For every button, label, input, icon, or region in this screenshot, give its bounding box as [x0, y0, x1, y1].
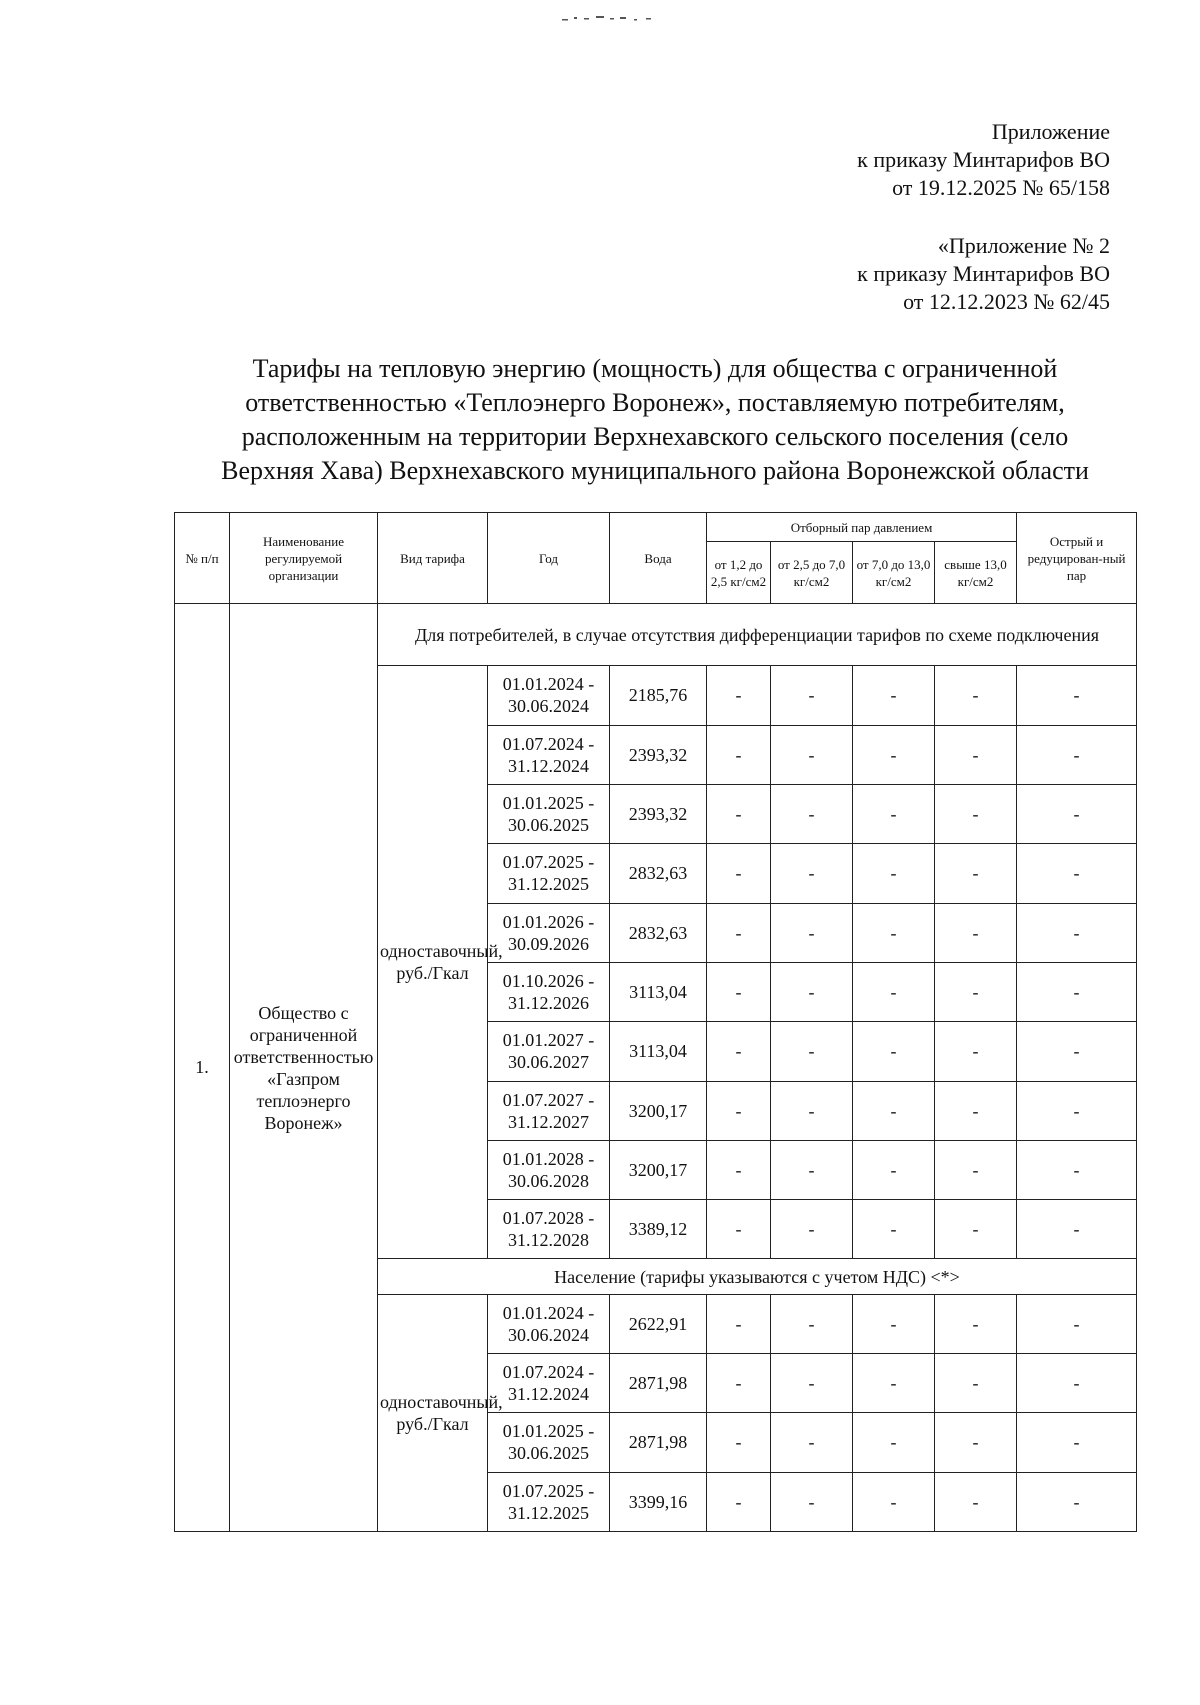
period-cell: 01.01.2025 - 30.06.2025 — [488, 784, 610, 843]
pressure-4-value: - — [935, 1413, 1017, 1472]
header-num: № п/п — [175, 513, 230, 604]
pressure-2-value: - — [771, 903, 853, 962]
pressure-4-value: - — [935, 1022, 1017, 1081]
pressure-2-value: - — [771, 844, 853, 903]
pressure-3-value: - — [853, 1140, 935, 1199]
pressure-4-value: - — [935, 962, 1017, 1021]
pressure-2-value: - — [771, 962, 853, 1021]
water-value: 3113,04 — [610, 962, 707, 1021]
water-value: 2393,32 — [610, 725, 707, 784]
period-cell: 01.01.2024 - 30.06.2024 — [488, 666, 610, 725]
pressure-3-value: - — [853, 1200, 935, 1259]
sharp-steam-value: - — [1017, 725, 1137, 784]
pressure-3-value: - — [853, 1081, 935, 1140]
pressure-2-value: - — [771, 1081, 853, 1140]
row-number: 1. — [175, 604, 230, 1532]
pressure-3-value: - — [853, 1353, 935, 1412]
pressure-2-value: - — [771, 1022, 853, 1081]
period-cell: 01.07.2025 - 31.12.2025 — [488, 1472, 610, 1531]
pressure-4-value: - — [935, 784, 1017, 843]
pressure-1-value: - — [707, 1353, 771, 1412]
period-cell: 01.07.2025 - 31.12.2025 — [488, 844, 610, 903]
pressure-4-value: - — [935, 1294, 1017, 1353]
water-value: 2185,76 — [610, 666, 707, 725]
period-cell: 01.07.2024 - 31.12.2024 — [488, 725, 610, 784]
pressure-3-value: - — [853, 1294, 935, 1353]
pressure-4-value: - — [935, 903, 1017, 962]
pressure-3-value: - — [853, 1413, 935, 1472]
title-line-1: Тарифы на тепловую энергию (мощность) для общества с ограниченной — [252, 354, 1058, 383]
pressure-4-value: - — [935, 1472, 1017, 1531]
water-value: 2871,98 — [610, 1413, 707, 1472]
pressure-1-value: - — [707, 784, 771, 843]
original-line-3: от 12.12.2023 № 62/45 — [903, 289, 1110, 314]
header-pressure-4: свыше 13,0 кг/см2 — [935, 542, 1017, 604]
sharp-steam-value: - — [1017, 903, 1137, 962]
sharp-steam-value: - — [1017, 784, 1137, 843]
period-cell: 01.07.2024 - 31.12.2024 — [488, 1353, 610, 1412]
pressure-1-value: - — [707, 1294, 771, 1353]
pressure-1-value: - — [707, 1413, 771, 1472]
pressure-4-value: - — [935, 844, 1017, 903]
pressure-1-value: - — [707, 1081, 771, 1140]
approval-appendix-header — [857, 118, 1110, 202]
pressure-3-value: - — [853, 666, 935, 725]
pressure-4-value: - — [935, 1081, 1017, 1140]
pressure-1-value: - — [707, 1022, 771, 1081]
period-cell: 01.01.2025 - 30.06.2025 — [488, 1413, 610, 1472]
organization-name: Общество с ограниченной ответственностью «Газпром теплоэнерго Воронеж» — [230, 604, 378, 1532]
section-1-tariff-type: одноставочный, руб./Гкал — [378, 666, 488, 1259]
period-cell: 01.01.2028 - 30.06.2028 — [488, 1140, 610, 1199]
sharp-steam-value: - — [1017, 962, 1137, 1021]
water-value: 3113,04 — [610, 1022, 707, 1081]
water-value: 2393,32 — [610, 784, 707, 843]
title-line-2: ответственностью «Теплоэнерго Воронеж», поставляемую потребителям, — [245, 388, 1065, 417]
water-value: 3200,17 — [610, 1081, 707, 1140]
pressure-2-value: - — [771, 1353, 853, 1412]
pressure-1-value: - — [707, 844, 771, 903]
sharp-steam-value: - — [1017, 1353, 1137, 1412]
approval-line-3: от 19.12.2025 № 65/158 — [892, 175, 1110, 200]
period-cell: 01.07.2028 - 31.12.2028 — [488, 1200, 610, 1259]
approval-line-2: к приказу Минтарифов ВО — [857, 147, 1110, 172]
original-appendix-header — [857, 232, 1110, 316]
period-cell: 01.01.2024 - 30.06.2024 — [488, 1294, 610, 1353]
pressure-4-value: - — [935, 1353, 1017, 1412]
sharp-steam-value: - — [1017, 1413, 1137, 1472]
pressure-4-value: - — [935, 725, 1017, 784]
sharp-steam-value: - — [1017, 1022, 1137, 1081]
water-value: 3200,17 — [610, 1140, 707, 1199]
period-cell: 01.10.2026 - 31.12.2026 — [488, 962, 610, 1021]
sharp-steam-value: - — [1017, 1200, 1137, 1259]
pressure-2-value: - — [771, 784, 853, 843]
scan-noise-mark — [560, 14, 670, 24]
pressure-3-value: - — [853, 725, 935, 784]
title-line-4: Верхняя Хава) Верхнехавского муниципального района Воронежской области — [221, 456, 1089, 485]
sharp-steam-value: - — [1017, 1294, 1137, 1353]
water-value: 2832,63 — [610, 903, 707, 962]
header-steam-group: Отборный пар давлением — [707, 513, 1017, 542]
sharp-steam-value: - — [1017, 1081, 1137, 1140]
header-year: Год — [488, 513, 610, 604]
pressure-3-value: - — [853, 844, 935, 903]
pressure-4-value: - — [935, 1200, 1017, 1259]
header-tariff-type: Вид тарифа — [378, 513, 488, 604]
sharp-steam-value: - — [1017, 1472, 1137, 1531]
header-sharp-steam: Острый и редуцирован-ный пар — [1017, 513, 1137, 604]
pressure-4-value: - — [935, 666, 1017, 725]
pressure-2-value: - — [771, 1140, 853, 1199]
period-cell: 01.01.2026 - 30.09.2026 — [488, 903, 610, 962]
header-organization: Наименование регулируемой организации — [230, 513, 378, 604]
period-cell: 01.07.2027 - 31.12.2027 — [488, 1081, 610, 1140]
pressure-1-value: - — [707, 903, 771, 962]
pressure-1-value: - — [707, 666, 771, 725]
pressure-3-value: - — [853, 1472, 935, 1531]
pressure-2-value: - — [771, 666, 853, 725]
pressure-2-value: - — [771, 1200, 853, 1259]
pressure-2-value: - — [771, 1294, 853, 1353]
pressure-3-value: - — [853, 784, 935, 843]
pressure-1-value: - — [707, 1200, 771, 1259]
original-line-1: «Приложение № 2 — [937, 233, 1110, 258]
header-pressure-1: от 1,2 до 2,5 кг/см2 — [707, 542, 771, 604]
water-value: 2622,91 — [610, 1294, 707, 1353]
section-2-tariff-type: одноставочный, руб./Гкал — [378, 1294, 488, 1531]
water-value: 2871,98 — [610, 1353, 707, 1412]
water-value: 3389,12 — [610, 1200, 707, 1259]
pressure-4-value: - — [935, 1140, 1017, 1199]
section-1-label: Для потребителей, в случае отсутствия дифференциации тарифов по схеме подключения — [378, 604, 1137, 666]
header-pressure-3: от 7,0 до 13,0 кг/см2 — [853, 542, 935, 604]
title-line-3: расположенным на территории Верхнехавского сельского поселения (село — [241, 422, 1069, 451]
header-pressure-2: от 2,5 до 7,0 кг/см2 — [771, 542, 853, 604]
period-cell: 01.01.2027 - 30.06.2027 — [488, 1022, 610, 1081]
pressure-3-value: - — [853, 962, 935, 1021]
sharp-steam-value: - — [1017, 844, 1137, 903]
pressure-1-value: - — [707, 1472, 771, 1531]
pressure-2-value: - — [771, 725, 853, 784]
water-value: 2832,63 — [610, 844, 707, 903]
pressure-3-value: - — [853, 903, 935, 962]
sharp-steam-value: - — [1017, 666, 1137, 725]
approval-line-1: Приложение — [991, 119, 1110, 144]
section-2-label: Население (тарифы указываются с учетом НДС) <*> — [378, 1259, 1137, 1294]
pressure-1-value: - — [707, 962, 771, 1021]
sharp-steam-value: - — [1017, 1140, 1137, 1199]
pressure-2-value: - — [771, 1413, 853, 1472]
tariff-table — [174, 512, 1137, 1532]
header-water: Вода — [610, 513, 707, 604]
pressure-2-value: - — [771, 1472, 853, 1531]
pressure-3-value: - — [853, 1022, 935, 1081]
original-line-2: к приказу Минтарифов ВО — [857, 261, 1110, 286]
pressure-1-value: - — [707, 1140, 771, 1199]
document-title — [160, 352, 1150, 488]
water-value: 3399,16 — [610, 1472, 707, 1531]
pressure-1-value: - — [707, 725, 771, 784]
